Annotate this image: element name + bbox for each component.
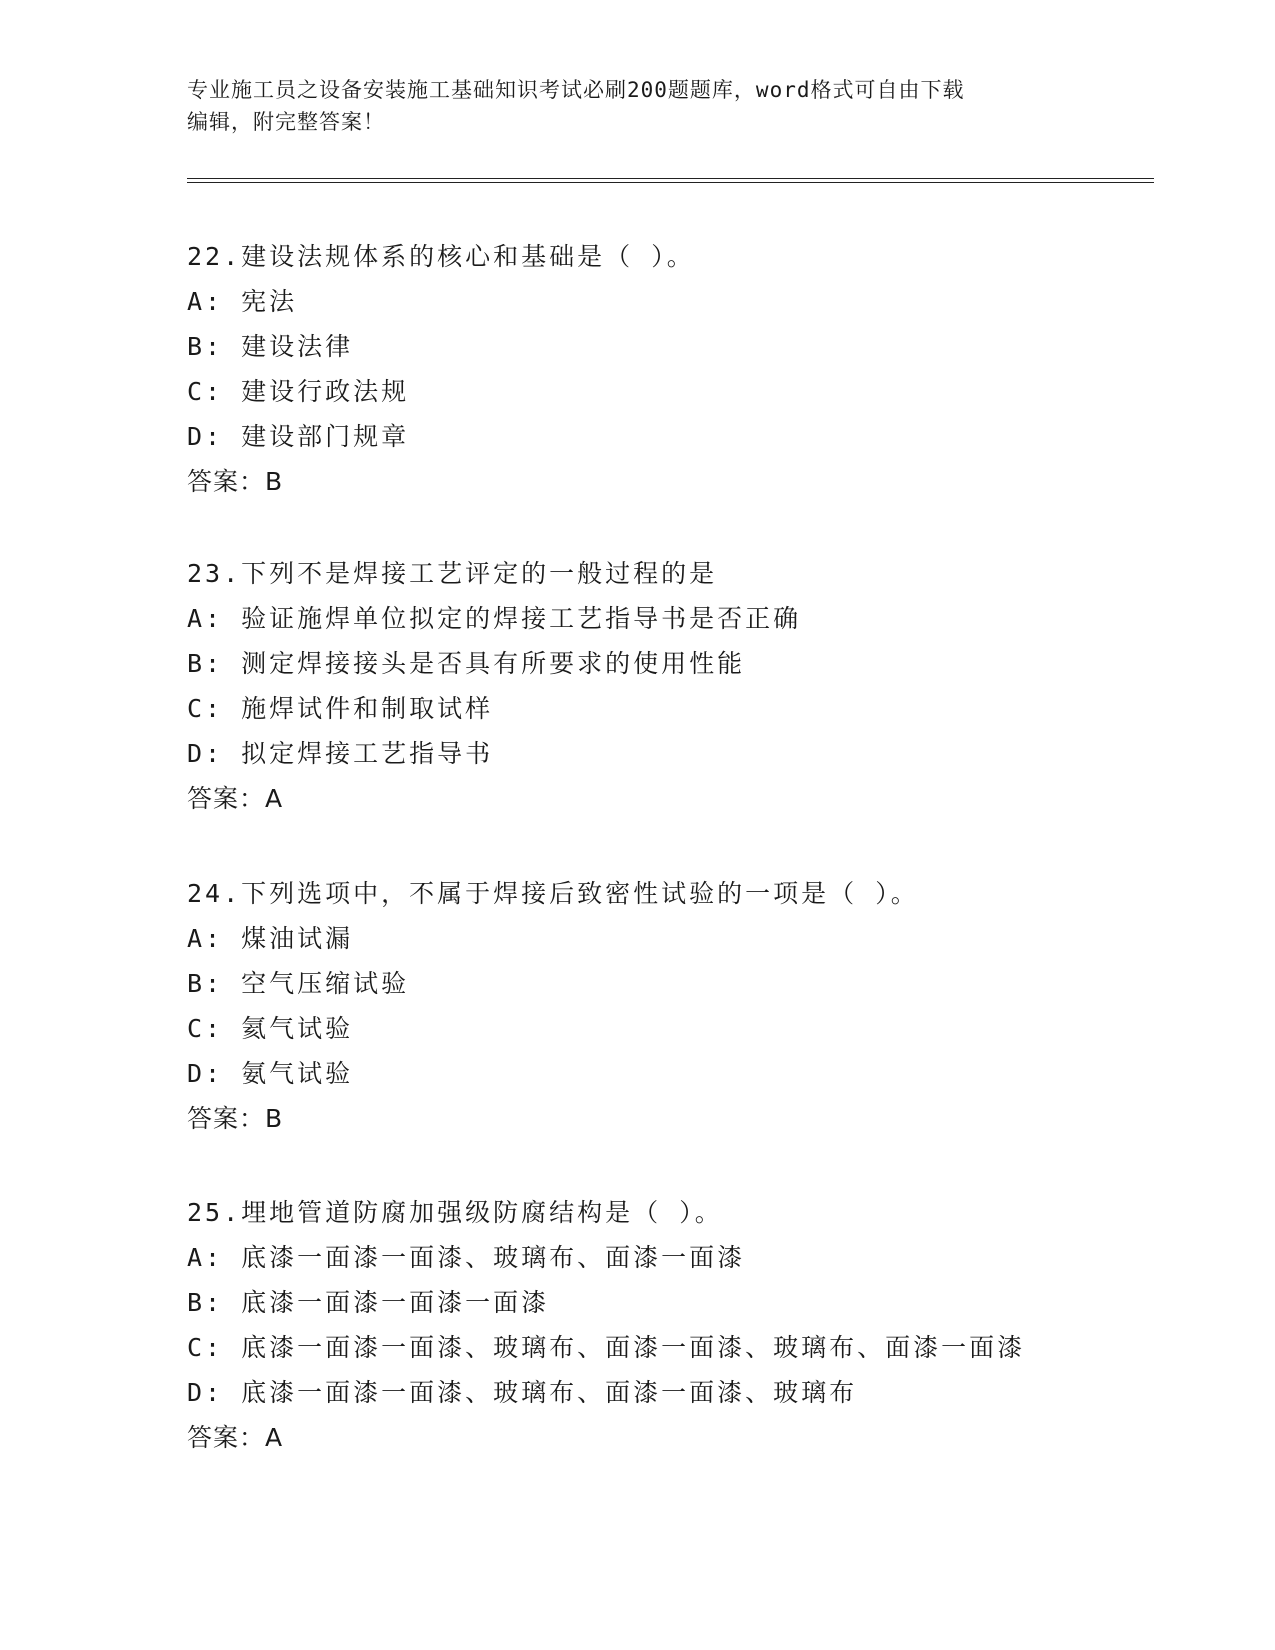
option-a: A: 煤油试漏	[187, 924, 354, 953]
answer: 答案：A	[187, 784, 284, 813]
option-a: A: 验证施焊单位拟定的焊接工艺指导书是否正确	[187, 604, 802, 633]
option-a: A: 宪法	[187, 287, 298, 316]
option-c: C: 底漆一面漆一面漆、玻璃布、面漆一面漆、玻璃布、面漆一面漆	[187, 1333, 1026, 1362]
option-d: D: 氨气试验	[187, 1059, 354, 1088]
option-c: C: 氦气试验	[187, 1014, 354, 1043]
document-header	[187, 74, 1087, 138]
option-c: C: 建设行政法规	[187, 377, 410, 406]
header-line-2: 编辑，附完整答案！	[187, 110, 385, 134]
answer: 答案：B	[187, 467, 284, 496]
option-b: B: 建设法律	[187, 332, 354, 361]
header-divider-top	[187, 178, 1154, 179]
question-23	[187, 551, 1167, 821]
answer: 答案：B	[187, 1104, 284, 1133]
question-title: 24.下列选项中，不属于焊接后致密性试验的一项是（ ）。	[187, 879, 919, 908]
option-b: B: 空气压缩试验	[187, 969, 410, 998]
option-d: D: 底漆一面漆一面漆、玻璃布、面漆一面漆、玻璃布	[187, 1378, 858, 1407]
option-c: C: 施焊试件和制取试样	[187, 694, 494, 723]
question-25	[187, 1190, 1167, 1460]
option-b: B: 测定焊接接头是否具有所要求的使用性能	[187, 649, 746, 678]
header-divider-bottom	[187, 182, 1154, 183]
question-title: 23.下列不是焊接工艺评定的一般过程的是	[187, 559, 718, 588]
question-22	[187, 234, 1167, 504]
header-line-1: 专业施工员之设备安装施工基础知识考试必刷200题题库，word格式可自由下载	[187, 78, 965, 102]
option-a: A: 底漆一面漆一面漆、玻璃布、面漆一面漆	[187, 1243, 746, 1272]
option-d: D: 建设部门规章	[187, 422, 410, 451]
question-title: 22.建设法规体系的核心和基础是（ ）。	[187, 242, 695, 271]
option-d: D: 拟定焊接工艺指导书	[187, 739, 494, 768]
question-24	[187, 871, 1167, 1141]
question-title: 25.埋地管道防腐加强级防腐结构是（ ）。	[187, 1198, 723, 1227]
answer: 答案：A	[187, 1423, 284, 1452]
option-b: B: 底漆一面漆一面漆一面漆	[187, 1288, 550, 1317]
